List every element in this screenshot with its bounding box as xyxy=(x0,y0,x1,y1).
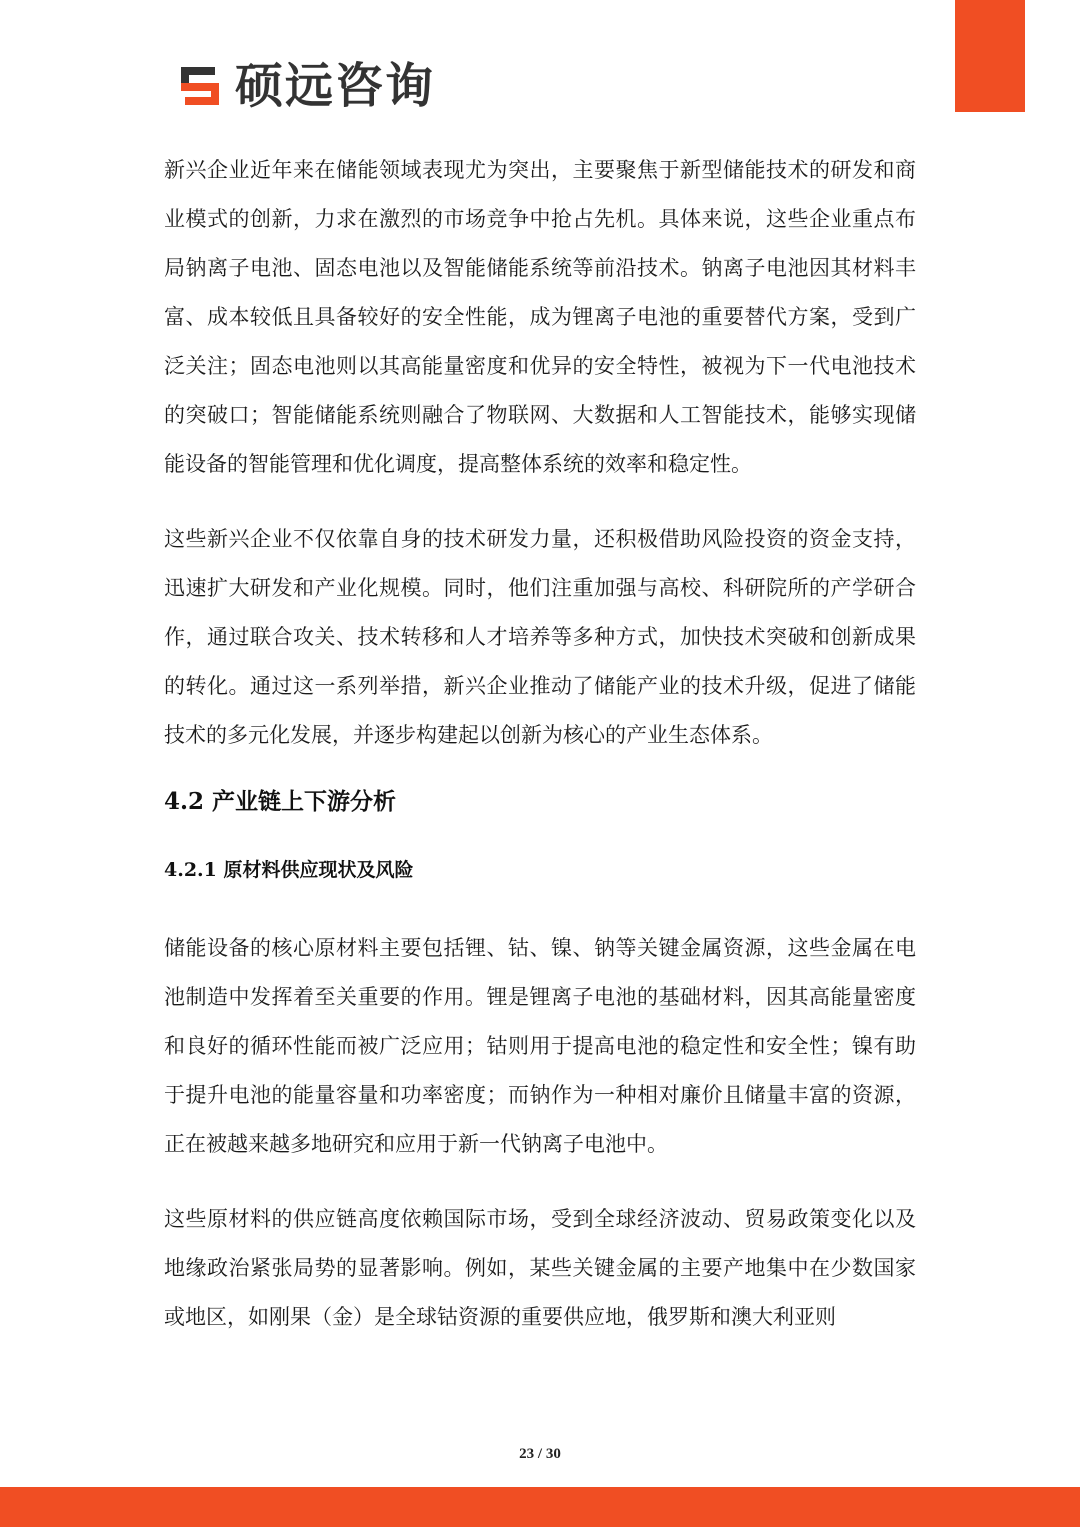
page-number: 23 / 30 xyxy=(519,1446,561,1462)
logo-mark-icon xyxy=(175,61,225,111)
brand-name: 硕远咨询 xyxy=(235,58,436,114)
paragraph: 这些原材料的供应链高度依赖国际市场，受到全球经济波动、贸易政策变化以及地缘政治紧张局势的显著影响。例如，某些关键金属的主要产地集中在少数国家或地区，如刚果（金）是全球钴资源的重要供应地，俄罗斯和澳大利亚则 xyxy=(164,1207,916,1329)
footer-accent-bar xyxy=(0,1487,1080,1527)
corner-accent-tab xyxy=(955,0,1025,112)
paragraph: 这些新兴企业不仅依靠自身的技术研发力量，还积极借助风险投资的资金支持，迅速扩大研发和产业化规模。同时，他们注重加强与高校、科研院所的产学研合作，通过联合攻关、技术转移和人才培养等多种方式，加快技术突破和创新成果的转化。通过这一系列举措，新兴企业推动了储能产业的技术升级，促进了储能技术的多元化发展，并逐步构建起以创新为核心的产业生态体系。 xyxy=(164,527,916,747)
brand-logo xyxy=(175,58,435,114)
document-body xyxy=(164,146,916,1368)
section-heading: 4.2 产业链上下游分析 xyxy=(164,788,397,815)
paragraph: 新兴企业近年来在储能领域表现尤为突出，主要聚焦于新型储能技术的研发和商业模式的创新，力求在激烈的市场竞争中抢占先机。具体来说，这些企业重点布局钠离子电池、固态电池以及智能储能系统等前沿技术。钠离子电池因其材料丰富、成本较低且具备较好的安全性能，成为锂离子电池的重要替代方案，受到广泛关注；固态电池则以其高能量密度和优异的安全特性，被视为下一代电池技术的突破口；智能储能系统则融合了物联网、大数据和人工智能技术，能够实现储能设备的智能管理和优化调度，提高整体系统的效率和稳定性。 xyxy=(164,158,916,476)
paragraph: 储能设备的核心原材料主要包括锂、钴、镍、钠等关键金属资源，这些金属在电池制造中发挥着至关重要的作用。锂是锂离子电池的基础材料，因其高能量密度和良好的循环性能而被广泛应用；钴则用于提高电池的稳定性和安全性；镍有助于提升电池的能量容量和功率密度；而钠作为一种相对廉价且储量丰富的资源，正在被越来越多地研究和应用于新一代钠离子电池中。 xyxy=(164,936,916,1156)
subsection-heading: 4.2.1 原材料供应现状及风险 xyxy=(164,859,414,881)
